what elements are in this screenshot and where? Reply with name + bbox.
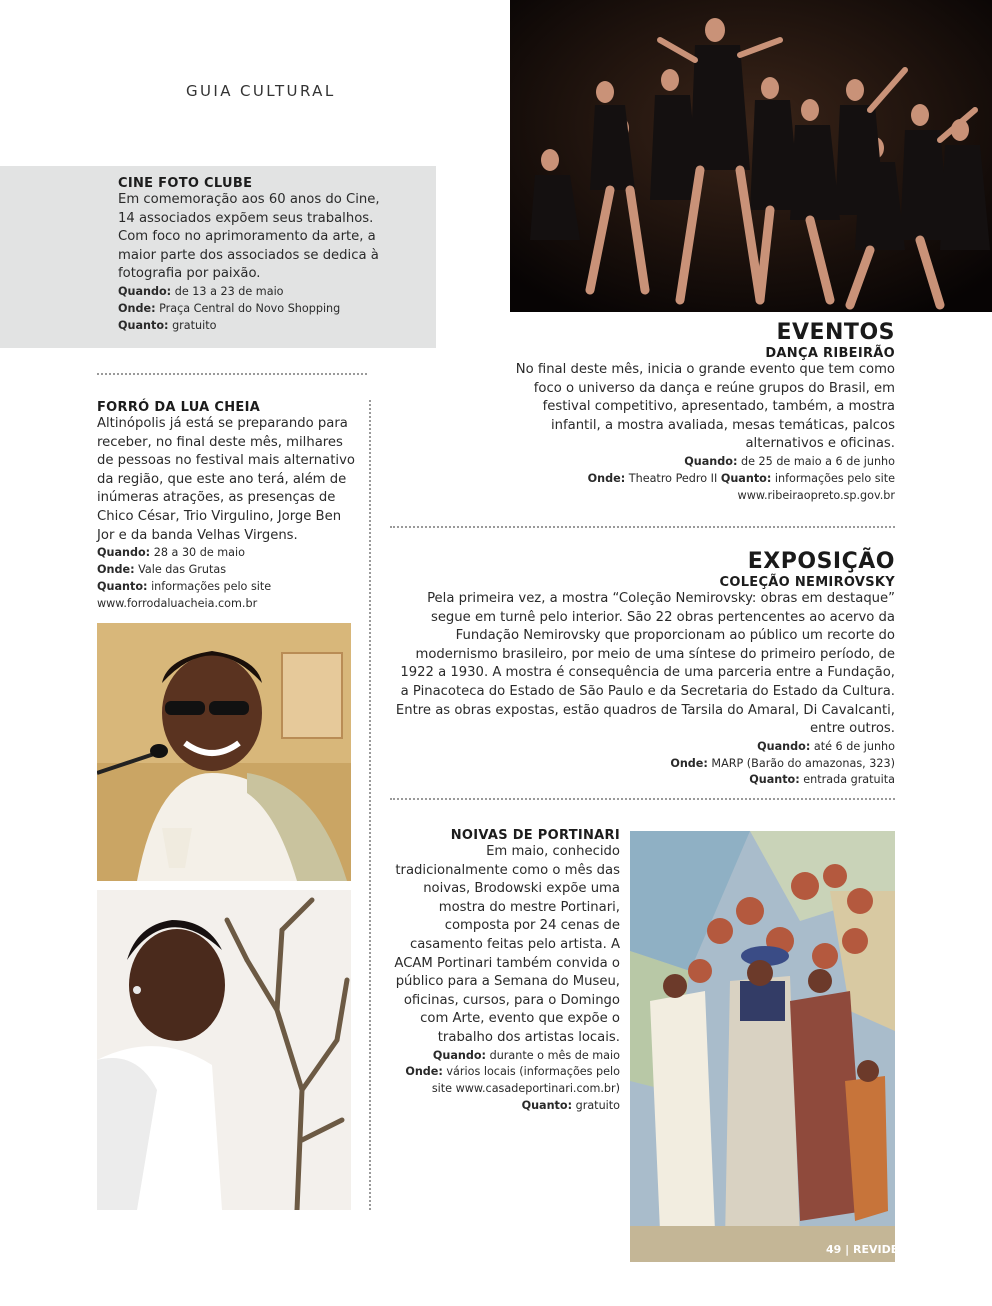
noivas-onde: Onde: vários locais (informações pelo site www.casadeportinari.com.br) xyxy=(405,1065,620,1096)
section-header: GUIA CULTURAL xyxy=(186,82,336,100)
forro-article xyxy=(97,400,355,612)
magazine-name: REVIDE xyxy=(853,1243,899,1256)
portinari-painting-illustration xyxy=(630,831,895,1262)
exposicao-quando: Quando: até 6 de junho xyxy=(757,739,895,753)
forro-onde: Onde: Vale das Grutas xyxy=(97,562,227,576)
noivas-title: NOIVAS DE PORTINARI xyxy=(450,828,620,843)
eventos-body: No final deste mês, inicia o grande evento que tem como foco o universo da dança e reúne grupos do Brasil, em festival competitivo, apresentado, também, a mostra infantil, a mostra avaliada, mesas temáticas, palcos alternativos e oficinas. xyxy=(515,362,895,452)
woman-portrait-photo xyxy=(97,890,351,1210)
forro-body: Altinópolis já está se preparando para receber, no final deste mês, milhares de pessoas no festival mais alternativo da região, que este ano terá, além de inúmeras atrações, as presenças de Chico César, Trio Virgulino, Jorge Ben Jor e da banda Velhas Virgens. xyxy=(97,416,355,543)
noivas-body: Em maio, conhecido tradicionalmente como o mês das noivas, Brodowski expõe uma mostra do mestre Portinari, composta por 24 cenas de casamento feitas pelo artista. A ACAM Portinari também convida o público para a Semana do Museu, oficinas, cursos, para o Domingo com Arte, evento que expõe o trabalho dos artistas locais. xyxy=(394,844,620,1045)
cine-foto-title: CINE FOTO CLUBE xyxy=(118,176,253,191)
forro-quanto: Quanto: informações pelo site xyxy=(97,579,272,593)
eventos-article xyxy=(510,320,895,504)
forro-title: FORRÓ DA LUA CHEIA xyxy=(97,400,261,415)
cine-foto-body: Em comemoração aos 60 anos do Cine, 14 associados expõem seus trabalhos. Com foco no aprimoramento da arte, a maior parte dos associados se dedica à fotografia por paixão. xyxy=(118,192,380,282)
folio-separator: | xyxy=(845,1243,850,1256)
dance-photo xyxy=(510,0,992,312)
column-divider xyxy=(369,400,371,1210)
eventos-title: DANÇA RIBEIRÃO xyxy=(765,346,895,361)
exposicao-article xyxy=(390,549,895,789)
divider-left xyxy=(97,373,367,375)
forro-site-link[interactable]: www.forrodaluacheia.com.br xyxy=(97,596,258,610)
chico-cesar-illustration xyxy=(97,623,351,881)
noivas-quando: Quando: durante o mês de maio xyxy=(432,1048,620,1062)
exposicao-onde: Onde: MARP (Barão do amazonas, 323) xyxy=(670,756,895,770)
eventos-quando: Quando: de 25 de maio a 6 de junho xyxy=(684,454,895,468)
divider-eventos xyxy=(390,526,895,528)
eventos-heading: EVENTOS xyxy=(776,320,895,345)
forro-quando: Quando: 28 a 30 de maio xyxy=(97,546,245,560)
divider-exposicao xyxy=(390,798,895,800)
exposicao-body: Pela primeira vez, a mostra “Coleção Nemirovsky: obras em destaque” segue em turnê pelo interior. São 22 obras pertencentes ao acervo da Fundação Nemirovsky que proporcionam ao público um recorte do modernismo brasileiro, por meio de uma síntese do primeiro período, de 1922 a 1930. A mostra é consequência de uma parceria entre a Fundação, a Pinacoteca do Estado de São Paulo e da Secretaria do Estado da Cultura. Entre as obras expostas, estão quadros de Tarsila do Amaral, Di Cavalcanti, entre outros. xyxy=(395,591,895,737)
dance-photo-illustration xyxy=(510,0,992,312)
chico-cesar-photo xyxy=(97,623,351,881)
noivas-article xyxy=(390,828,620,1115)
woman-portrait-illustration xyxy=(97,890,351,1210)
noivas-quanto: Quanto: gratuito xyxy=(521,1098,620,1112)
page-number: 49 xyxy=(826,1243,842,1256)
exposicao-heading: EXPOSIÇÃO xyxy=(747,549,895,574)
cine-foto-quando: Quando: de 13 a 23 de maio xyxy=(118,284,284,298)
exposicao-quanto: Quanto: entrada gratuita xyxy=(749,773,895,787)
eventos-site-link[interactable]: www.ribeiraopreto.sp.gov.br xyxy=(737,488,895,502)
cine-foto-box xyxy=(0,166,436,348)
portinari-painting xyxy=(630,831,895,1262)
eventos-onde-quanto: Onde: Theatro Pedro II Quanto: informações pelo site xyxy=(587,471,895,485)
cine-foto-quanto: Quanto: gratuito xyxy=(118,318,217,332)
exposicao-title: COLEÇÃO NEMIROVSKY xyxy=(719,575,895,590)
cine-foto-onde: Onde: Praça Central do Novo Shopping xyxy=(118,301,341,315)
page-folio xyxy=(826,1243,898,1256)
